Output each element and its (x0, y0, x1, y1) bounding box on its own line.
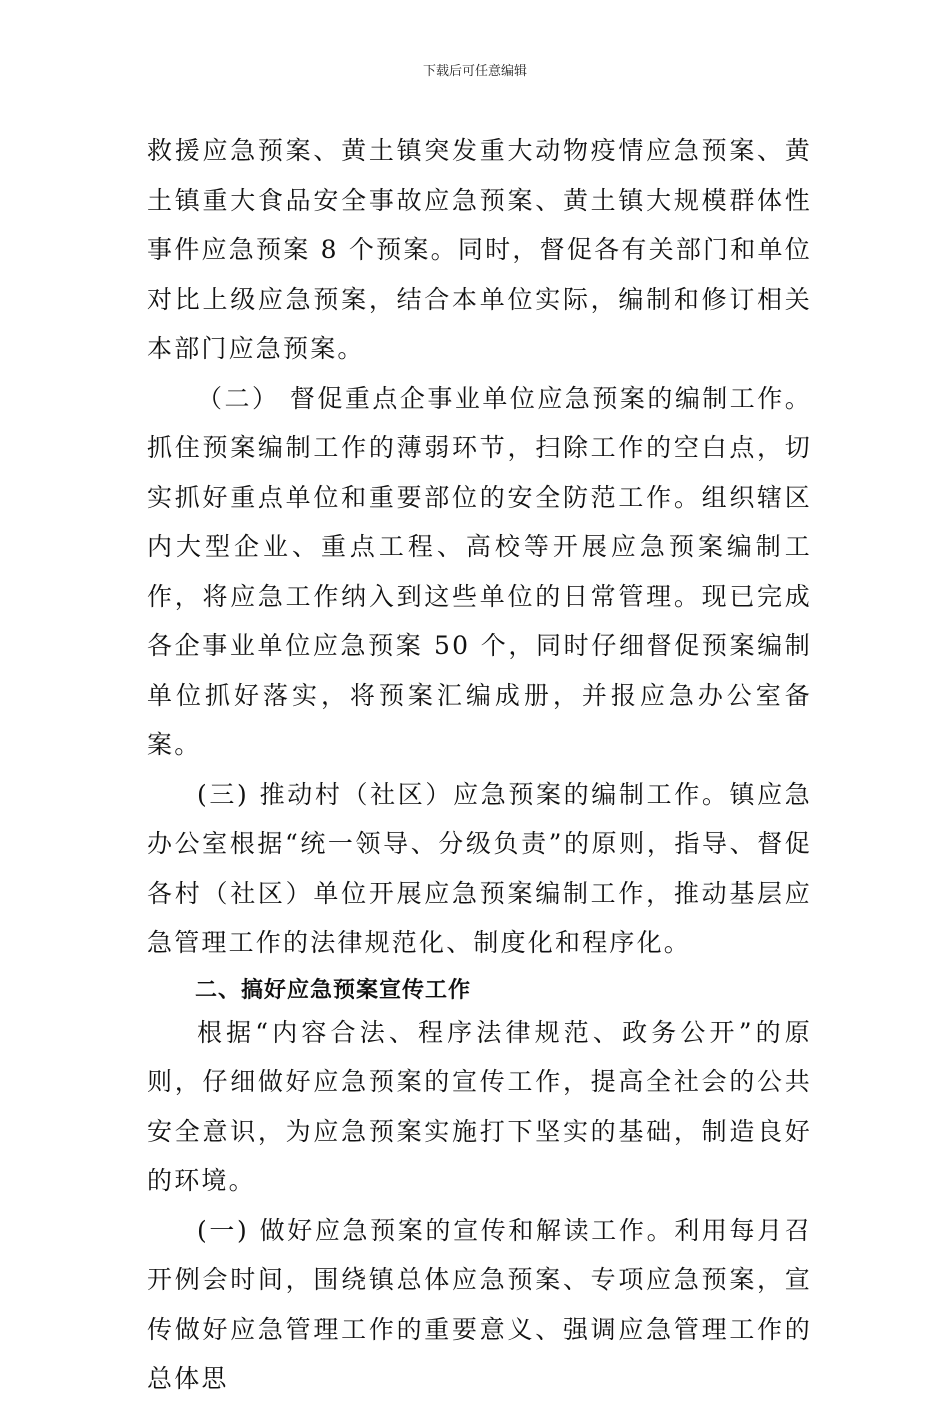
document-body (147, 126, 812, 1404)
paragraph-section-2: （二） 督促重点企事业单位应急预案的编制工作。抓住预案编制工作的薄弱环节，扫除工作的空白点，切实抓好重点单位和重要部位的安全防范工作。组织辖区内大型企业、重点工程、高校等开展应急预案编制工作，将应急工作纳入到这些单位的日常管理。现已完成各企事业单位应急预案 50 个，同时仔细督促预案编制单位抓好落实，将预案汇编成册，并报应急办公室备案。 (147, 383, 812, 759)
paragraph-section-3: (三) 推动村（社区）应急预案的编制工作。镇应急办公室根据“统一领导、分级负责”的原则，指导、督促各村（社区）单位开展应急预案编制工作，推动基层应急管理工作的法律规范化、制度化和程序化。 (147, 779, 812, 957)
section-heading: 二、搞好应急预案宣传工作 (195, 977, 472, 1003)
paragraph-subsection-1: (一) 做好应急预案的宣传和解读工作。利用每月召开例会时间，围绕镇总体应急预案、专项应急预案，宣传做好应急管理工作的重要意义、强调应急管理工作的总体思 (147, 1215, 812, 1393)
paragraph-intro: 根据“内容合法、程序法律规范、政务公开”的原则，仔细做好应急预案的宣传工作，提高全社会的公共安全意识，为应急预案实施打下坚实的基础，制造良好的环境。 (147, 1017, 812, 1195)
page-header: 下载后可任意编辑 (422, 64, 527, 79)
paragraph-continuation: 救援应急预案、黄土镇突发重大动物疫情应急预案、黄土镇重大食品安全事故应急预案、黄土镇大规模群体性事件应急预案 8 个预案。同时，督促各有关部门和单位对比上级应急预案，结合本单位实际，编制和修订相关本部门应急预案。 (147, 136, 812, 363)
